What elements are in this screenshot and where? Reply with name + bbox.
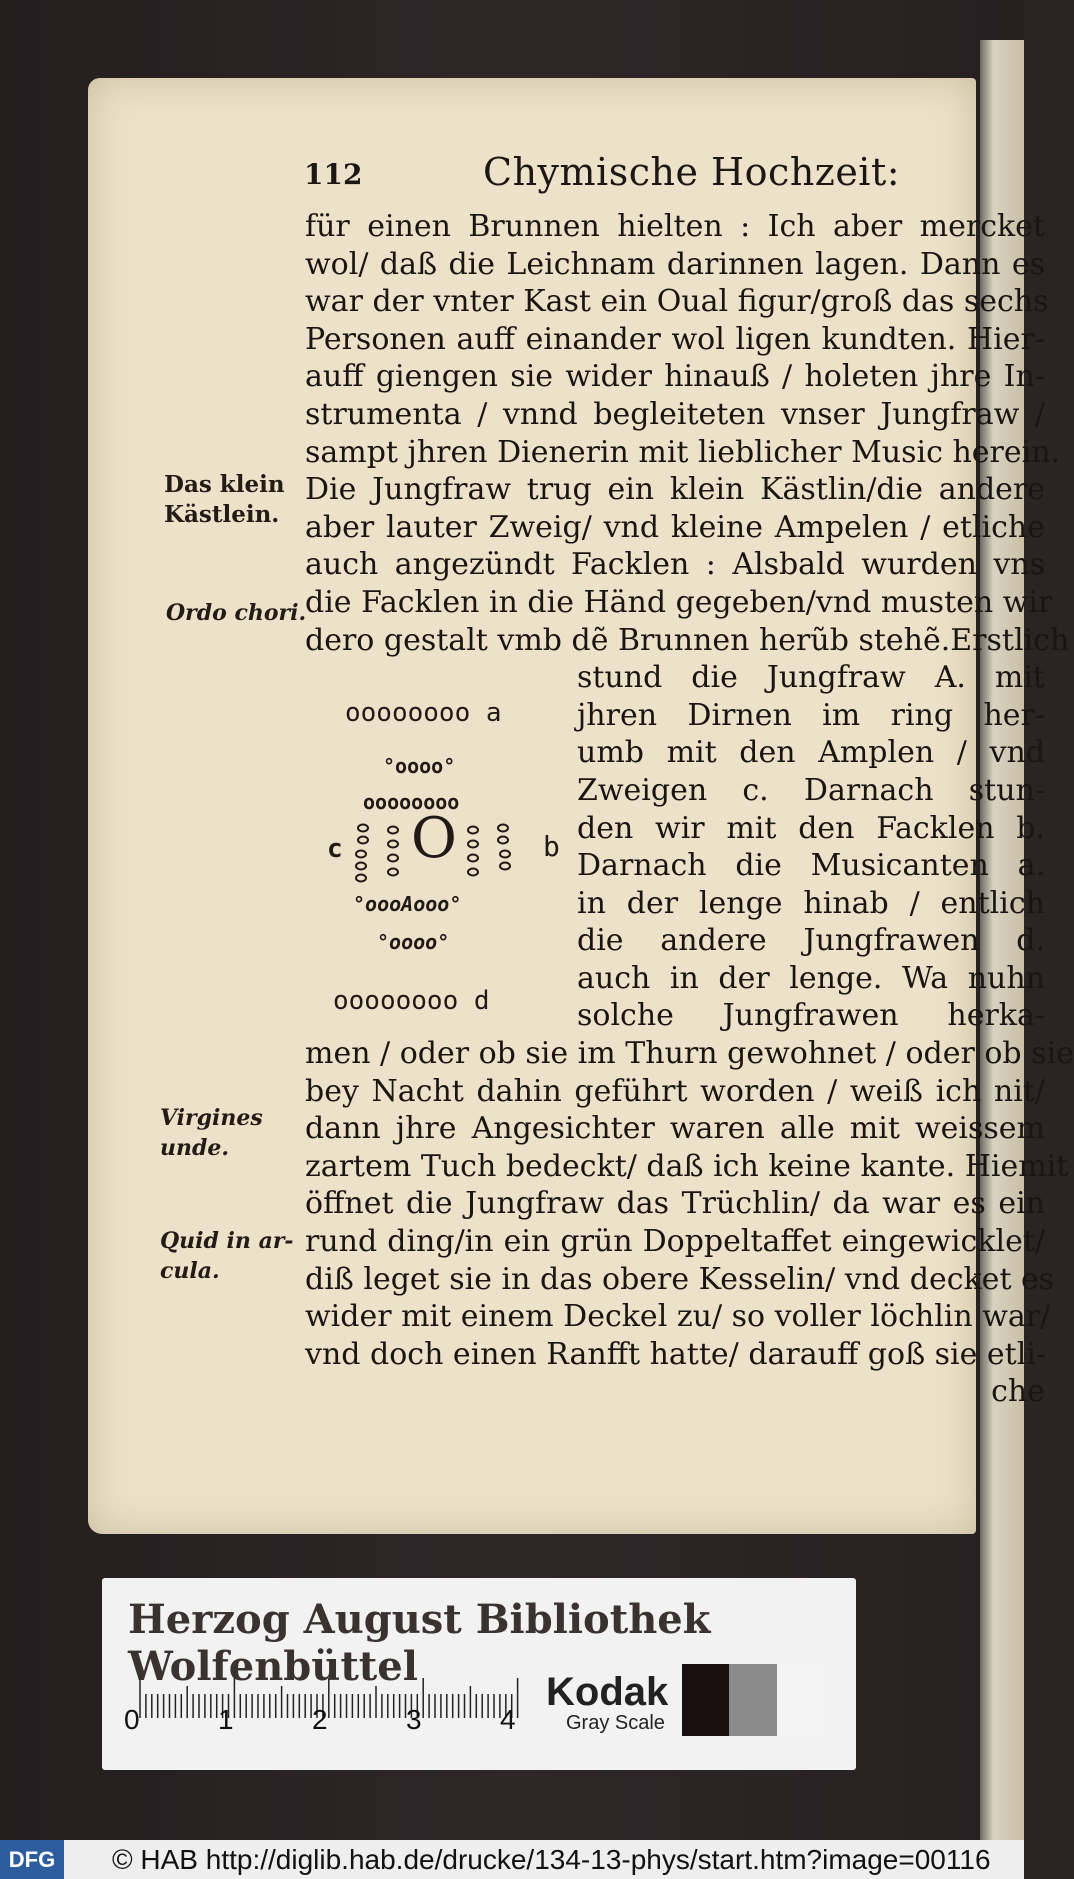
- text-line: dero gestalt vmb dẽ Brunnen herũb stehẽ.Erstlich: [305, 622, 1070, 658]
- text-line: war der vnter Kast ein Oual figur/groß das sechs: [305, 284, 1049, 320]
- diagram-dot: [468, 841, 478, 848]
- margin-note-line: unde.: [160, 1135, 230, 1161]
- diagram-row-d: oooooooo d: [333, 986, 490, 1016]
- running-head: Chymische Hochzeit:: [483, 150, 901, 194]
- text-line: öffnet die Jungfraw das Trüchlin/ da war es ein: [305, 1186, 1045, 1222]
- diagram-dot: [468, 869, 478, 876]
- text-line: umb mit den Amplen / vnd: [577, 735, 1045, 771]
- text-line: die andere Jungfrawen d.: [577, 923, 1045, 959]
- diagram-dot: [498, 837, 508, 844]
- margin-note-line: Virgines: [160, 1105, 263, 1131]
- ruler-number: 3: [406, 1704, 422, 1735]
- text-line: vnd doch einen Ranfft hatte/ darauff goß sie etli-: [305, 1336, 1047, 1372]
- text-line: sampt jhren Dienerin mit lieblicher Music herein.: [305, 434, 1061, 470]
- diagram-row-3: °oooo°: [377, 930, 450, 954]
- ruler-number: 1: [218, 1704, 234, 1735]
- footer-bar: [0, 1840, 1024, 1879]
- diagram-dot: [388, 841, 398, 848]
- ruler-number: 2: [312, 1704, 328, 1735]
- diagram-dot: [468, 855, 478, 862]
- catchword: che: [991, 1374, 1045, 1410]
- text-line: auch angezündt Facklen : Alsbald wurden vns: [305, 547, 1045, 583]
- margin-note-line: cula.: [160, 1258, 220, 1284]
- text-line: strumenta / vnnd begleiteten vnser Jungfraw /: [305, 396, 1045, 432]
- text-line: men / oder ob sie im Thurn gewohnet / oder ob sie: [305, 1036, 1074, 1072]
- text-line: wider mit einem Deckel zu/ so voller löchlin war/: [305, 1299, 1051, 1335]
- color-scale-card: [102, 1578, 856, 1770]
- text-line: dann jhre Angesichter waren alle mit weissem: [305, 1111, 1045, 1147]
- gray-swatches: [682, 1664, 824, 1736]
- margin-note-virgines: [160, 1103, 263, 1163]
- diagram-dot: [388, 855, 398, 862]
- swatch-mid: [729, 1664, 776, 1736]
- text-line: Darnach die Musicanten a.: [577, 848, 1045, 884]
- grayscale-label: Gray Scale: [566, 1712, 665, 1734]
- diagram-dot: [356, 863, 366, 870]
- text-line: rund ding/in ein grün Doppeltaffet eingewicklet/: [305, 1224, 1045, 1260]
- diagram-label-c: c: [327, 834, 343, 864]
- text-line: den wir mit den Facklen b.: [577, 810, 1045, 846]
- library-name: Herzog August Bibliothek Wolfenbüttel: [128, 1596, 711, 1690]
- text-line: diß leget sie in das obere Kesselin/ vnd decket es: [305, 1261, 1055, 1297]
- margin-note-line: Kästlein.: [164, 501, 280, 528]
- text-line: wol/ daß die Leichnam darinnen lagen. Dann es: [305, 246, 1045, 282]
- margin-note-line: Quid in ar-: [160, 1228, 294, 1254]
- swatch-light: [777, 1664, 824, 1736]
- page-number: 112: [304, 158, 363, 191]
- margin-note-line: Das klein: [164, 471, 285, 498]
- diagram-row-a: oooooooo a: [345, 698, 502, 728]
- dfg-logo: DFG: [0, 1840, 64, 1879]
- ruler-number: 4: [500, 1704, 516, 1735]
- text-line: jhren Dirnen im ring her-: [577, 697, 1045, 733]
- kodak-brand: Kodak: [546, 1670, 669, 1714]
- page-header: [88, 150, 976, 200]
- text-line: stund die Jungfraw A. mit: [577, 660, 1045, 696]
- diagram-dot: [356, 851, 366, 858]
- choir-diagram: [327, 698, 643, 1058]
- diagram-row-1: °oooo°: [383, 754, 456, 778]
- diagram-dot: [358, 825, 368, 832]
- margin-note-kaestlein: [164, 470, 285, 530]
- diagram-dot: [500, 863, 510, 870]
- text-line: auch in der lenge. Wa nuhn: [577, 960, 1045, 996]
- text-line: auff giengen sie wider hinauß / holeten jhre In-: [305, 359, 1045, 395]
- copyright-link[interactable]: © HAB http://diglib.hab.de/drucke/134-13-phys/start.htm?image=00116: [112, 1844, 991, 1875]
- text-line: Zweigen c. Darnach stun-: [577, 772, 1045, 808]
- text-line: die Facklen in die Händ gegeben/vnd musten wir: [305, 584, 1053, 620]
- text-line: für einen Brunnen hielten : Ich aber mercket: [305, 209, 1045, 244]
- text-line: zartem Tuch bedeckt/ daß ich keine kante. Hiemit: [305, 1148, 1069, 1184]
- diagram-row-2: oooooooo: [363, 790, 460, 814]
- diagram-dot: [468, 827, 478, 834]
- ruler-number: 0: [124, 1704, 140, 1735]
- text-line: Personen auff einander wol ligen kundten. Hier-: [305, 321, 1045, 357]
- margin-note-ordo: [166, 598, 306, 628]
- margin-note-quid: [160, 1226, 294, 1286]
- text-line: Die Jungfraw trug ein klein Kästlin/die andere: [305, 472, 1045, 508]
- diagram-dot: [500, 851, 510, 858]
- text-line: in der lenge hinab / entlich: [577, 885, 1045, 921]
- diagram-center-fountain: O: [411, 806, 457, 871]
- book-page: [88, 78, 1074, 1534]
- diagram-row-A: °oooAooo°: [353, 892, 462, 916]
- diagram-dot: [388, 827, 398, 834]
- swatch-dark: [682, 1664, 729, 1736]
- diagram-dot: [356, 875, 366, 882]
- margin-note-line: Ordo chori.: [166, 600, 307, 626]
- diagram-dot: [388, 869, 398, 876]
- text-line: aber lauter Zweig/ vnd kleine Ampelen / etliche: [305, 509, 1045, 545]
- diagram-dot: [498, 825, 508, 832]
- text-line: solche Jungfrawen herka-: [577, 998, 1045, 1034]
- text-line: bey Nacht dahin geführt worden / weiß ich nit/: [305, 1073, 1045, 1109]
- diagram-dot: [358, 837, 368, 844]
- diagram-label-b: b: [543, 830, 560, 863]
